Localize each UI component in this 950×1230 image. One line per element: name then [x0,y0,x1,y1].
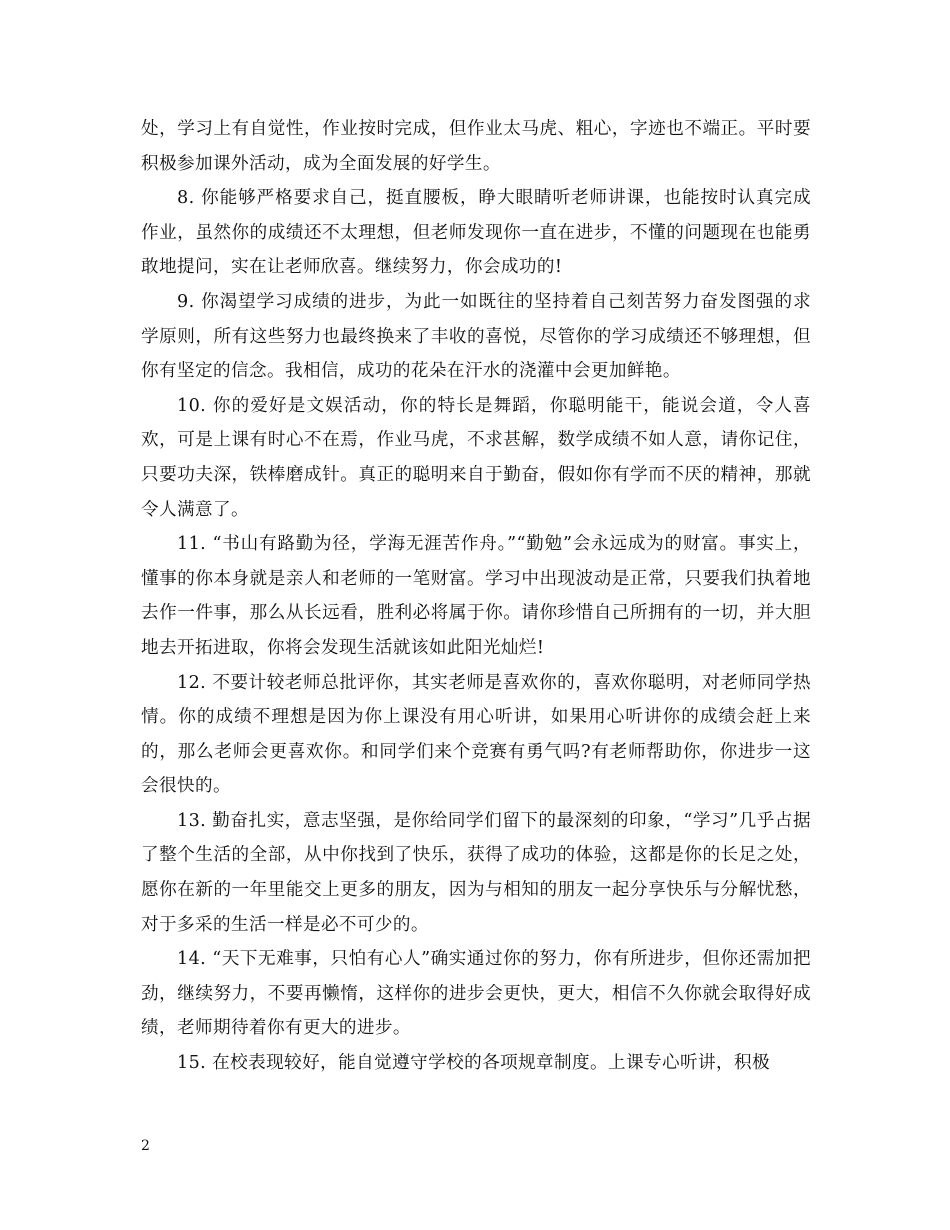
page-number: 2 [141,1138,150,1154]
paragraph-item-15: 15. 在校表现较好，能自觉遵守学校的各项规章制度。上课专心听讲，积极 [177,1053,770,1074]
paragraph-item-11: 11. “书山有路勤为径，学海无涯苦作舟。”“勤勉”会永远成为的财富。事实上，懂事的你本身就是亲人和老师的一笔财富。学习中出现波动是正常，只要我们执着地去作一件事，那么从长远看，胜利必将属于你。请你珍惜自己所拥有的一切，并大胆地去开拓进取，你将会发现生活就该如此阳光灿烂! [141,534,811,658]
paragraph-item-14: 14. “天下无难事，只怕有心人”确实通过你的努力，你有所进步，但你还需加把劲，继续努力，不要再懒惰，这样你的进步会更快，更大，相信不久你就会取得好成绩，老师期待着你有更大的进步。 [141,949,811,1039]
paragraph-continuation: 处，学习上有自觉性，作业按时完成，但作业太马虎、粗心，字迹也不端正。平时要积极参加课外活动，成为全面发展的好学生。 [141,119,811,174]
document-body [141,112,811,1081]
paragraph-item-10: 10. 你的爱好是文娱活动，你的特长是舞蹈，你聪明能干，能说会道，令人喜欢，可是上课有时心不在焉，作业马虎，不求甚解，数学成绩不如人意，请你记住，只要功夫深，铁棒磨成针。真正的聪明来自于勤奋，假如你有学而不厌的精神，那就令人满意了。 [141,395,811,520]
paragraph-item-8: 8. 你能够严格要求自己，挺直腰板，睁大眼睛听老师讲课，也能按时认真完成作业，虽然你的成绩还不太理想，但老师发现你一直在进步，不懂的问题现在也能勇敢地提问，实在让老师欣喜。继续努力，你会成功的! [141,188,811,278]
paragraph-item-12: 12. 不要计较老师总批评你，其实老师是喜欢你的，喜欢你聪明，对老师同学热情。你的成绩不理想是因为你上课没有用心听讲，如果用心听讲你的成绩会赶上来的，那么老师会更喜欢你。和同学们来个竞赛有勇气吗?有老师帮助你，你进步一这会很快的。 [141,672,811,797]
paragraph-item-9: 9. 你渴望学习成绩的进步，为此一如既往的坚持着自己刻苦努力奋发图强的求学原则，所有这些努力也最终换来了丰收的喜悦，尽管你的学习成绩还不够理想，但你有坚定的信念。我相信，成功的花朵在汗水的浇灌中会更加鲜艳。 [141,291,811,382]
paragraph-item-13: 13. 勤奋扎实，意志坚强，是你给同学们留下的最深刻的印象，“学习”几乎占据了整个生活的全部，从中你找到了快乐，获得了成功的体验，这都是你的长足之处，愿你在新的一年里能交上更多的朋友，因为与相知的朋友一起分享快乐与分解忧愁，对于多采的生活一样是必不可少的。 [141,810,811,935]
